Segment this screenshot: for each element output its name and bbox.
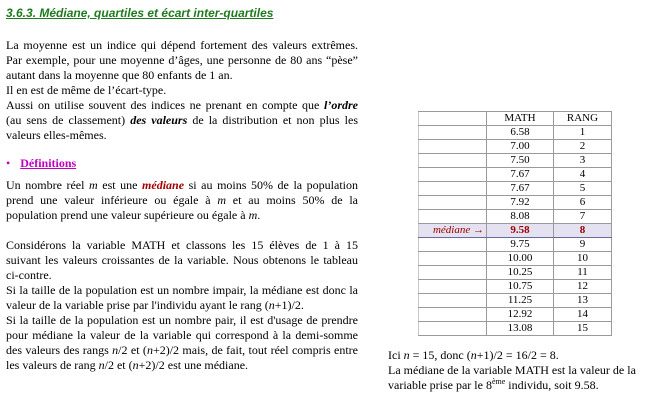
rang-cell: 12 <box>554 280 612 294</box>
table-row <box>419 126 612 140</box>
intro-text-2: Il en est de même de l’écart-type. <box>6 83 167 97</box>
math-cell: 12.92 <box>487 308 554 322</box>
table-row <box>419 294 612 308</box>
math-cell: 7.92 <box>487 196 554 210</box>
row-label-cell <box>419 294 487 308</box>
column-header-rang: RANG <box>554 112 612 126</box>
math-cell: 7.50 <box>487 154 554 168</box>
row-label-cell <box>419 308 487 322</box>
table-row <box>419 196 612 210</box>
table-row <box>419 322 612 336</box>
rang-cell: 7 <box>554 210 612 224</box>
def-var-m: m <box>217 193 227 207</box>
var-n: n <box>403 348 410 362</box>
note-text: La médiane de la variable MATH est la valeur de la variable prise par le 8 <box>388 363 636 392</box>
math-cell: 13.08 <box>487 322 554 336</box>
var-n: n <box>98 358 105 372</box>
median-row <box>419 224 612 238</box>
row-label-cell <box>419 280 487 294</box>
rang-cell: 9 <box>554 238 612 252</box>
note-text: Ici <box>388 348 404 362</box>
body-text-3a: Si la taille de la population est un nombre pair, il est d'usage de prendre pour médiane la valeur de la variable qui correspond à la demi-somme des valeurs des rangs <box>6 313 358 357</box>
table-header-row <box>419 112 612 126</box>
table-row <box>419 182 612 196</box>
body-text-3b: /2 et ( <box>118 343 147 357</box>
section-title: 3.6.3. Médiane, quartiles et écart inter-quartiles <box>6 6 274 20</box>
math-cell: 6.58 <box>487 126 554 140</box>
math-cell: 8.08 <box>487 210 554 224</box>
definitions-heading <box>6 156 76 171</box>
rang-cell: 5 <box>554 182 612 196</box>
body-paragraph <box>6 238 358 373</box>
var-n: n <box>146 343 153 357</box>
row-label-cell <box>419 140 487 154</box>
math-cell: 7.67 <box>487 182 554 196</box>
var-n: n <box>268 298 275 312</box>
def-text-c: si au moins 50% de la population prend une valeur inférieure ou égale à <box>6 178 358 207</box>
row-label-cell <box>419 126 487 140</box>
table-row <box>419 154 612 168</box>
row-label-cell <box>419 266 487 280</box>
table-row <box>419 210 612 224</box>
body-text-2a: Si la taille de la population est un nombre impair, la médiane est donc la valeur de la variable prise par l'individu ayant le rang ( <box>6 283 358 312</box>
body-text-2b: +1)/2. <box>274 298 304 312</box>
table-row <box>419 140 612 154</box>
rang-cell: 15 <box>554 322 612 336</box>
rang-cell: 8 <box>554 224 612 238</box>
rang-cell: 1 <box>554 126 612 140</box>
table-row <box>419 168 612 182</box>
intro-text-1: La moyenne est un indice qui dépend fortement des valeurs extrêmes. Par exemple, pour une moyenne d’âges, une personne de 80 ans “pèse” autant dans la moyenne que 80 enfants de 1 an. <box>6 38 358 82</box>
rang-cell: 11 <box>554 266 612 280</box>
intro-text-3a: Aussi on utilise souvent des indices ne prenant en compte que <box>6 98 324 112</box>
keyword-mediane: médiane <box>142 178 185 192</box>
note-text: individu, soit 9.58. <box>505 378 599 392</box>
def-text-d: et au moins 50% de la population prend une valeur supérieure ou égale à <box>6 193 359 222</box>
table-row <box>419 280 612 294</box>
def-var-m: m <box>89 178 98 192</box>
var-n: n <box>112 343 119 357</box>
row-label-cell <box>419 322 487 336</box>
body-text-3e: +2)/2 est une médiane. <box>138 358 249 372</box>
math-cell: 7.67 <box>487 168 554 182</box>
intro-text-3e: de la distribution et non plus les valeurs elles-mêmes. <box>6 113 358 142</box>
math-cell: 10.75 <box>487 280 554 294</box>
def-text-b: est une <box>97 178 143 192</box>
note-text: = 15, donc ( <box>409 348 471 362</box>
var-n: n <box>470 348 477 362</box>
column-header-math: MATH <box>487 112 554 126</box>
rang-cell: 13 <box>554 294 612 308</box>
body-text-1: Considérons la variable MATH et classons les 15 élèves de 1 à 15 suivant les valeurs croissantes de la variable. Nous obtenons le tableau ci-contre. <box>6 238 358 282</box>
row-label-cell <box>419 168 487 182</box>
body-text-3d: /2 et ( <box>104 358 133 372</box>
rang-cell: 4 <box>554 168 612 182</box>
math-cell: 11.25 <box>487 294 554 308</box>
table-row <box>419 252 612 266</box>
ranking-table <box>418 111 612 336</box>
median-computation-note <box>388 348 650 393</box>
table-row <box>419 308 612 322</box>
intro-paragraph <box>6 38 358 143</box>
rang-cell: 2 <box>554 140 612 154</box>
rang-cell: 10 <box>554 252 612 266</box>
median-label: médiane → <box>419 224 487 238</box>
keyword-des-valeurs: des valeurs <box>130 113 188 127</box>
body-text-2 <box>6 283 358 313</box>
math-cell: 9.58 <box>487 224 554 238</box>
keyword-ordre: l’ordre <box>324 98 358 112</box>
var-n: n <box>132 358 139 372</box>
ordinal-suffix: ème <box>491 377 506 386</box>
note-text: +1)/2 = 16/2 = 8. <box>476 348 559 362</box>
note-line-1 <box>388 348 650 363</box>
math-cell: 7.00 <box>487 140 554 154</box>
math-cell: 9.75 <box>487 238 554 252</box>
definition-paragraph <box>6 178 358 223</box>
row-label-cell <box>419 154 487 168</box>
intro-text-3c: (au sens de classement) <box>6 113 131 127</box>
body-text-3 <box>6 313 358 373</box>
definitions-label: Définitions <box>20 156 77 170</box>
math-cell: 10.00 <box>487 252 554 266</box>
def-text-e: . <box>257 208 261 222</box>
row-label-cell <box>419 210 487 224</box>
row-label-cell <box>419 182 487 196</box>
bullet-icon: • <box>6 156 11 170</box>
math-cell: 10.25 <box>487 266 554 280</box>
row-label-cell <box>419 252 487 266</box>
rang-cell: 14 <box>554 308 612 322</box>
body-text-3c: +2)/2 mais, de fait, tout réel compris entre les valeurs de rang <box>6 343 358 372</box>
rang-cell: 3 <box>554 154 612 168</box>
def-text-a: Un nombre réel <box>6 178 90 192</box>
table-row <box>419 238 612 252</box>
def-var-m: m <box>248 208 258 222</box>
table-row <box>419 266 612 280</box>
row-label-cell <box>419 196 487 210</box>
note-line-2 <box>388 363 650 393</box>
table-header-blank <box>419 112 487 126</box>
row-label-cell <box>419 238 487 252</box>
intro-text-3 <box>6 98 358 143</box>
rang-cell: 6 <box>554 196 612 210</box>
